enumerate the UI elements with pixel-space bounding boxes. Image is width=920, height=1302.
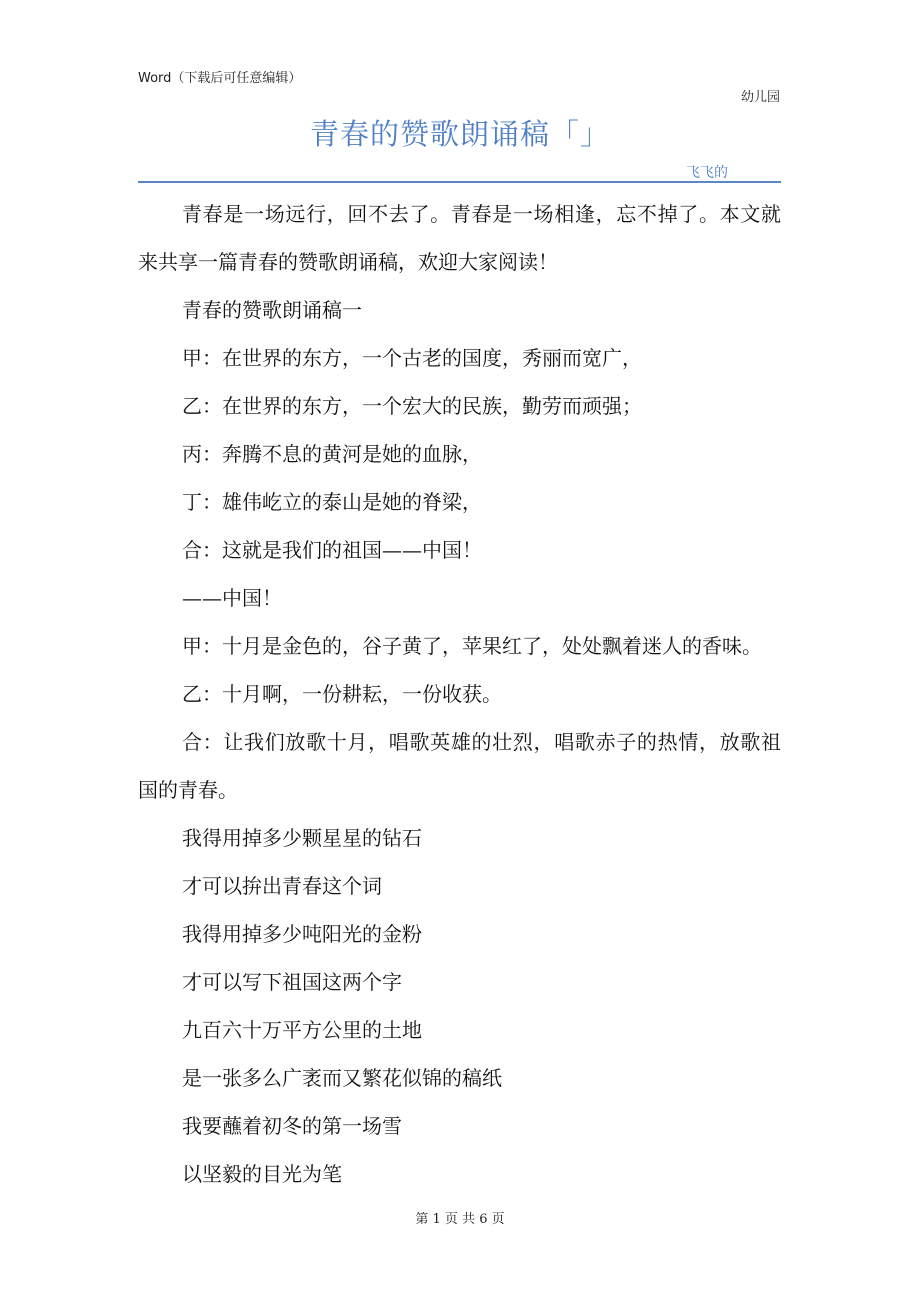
- page-number: 第 1 页 共 6 页: [415, 1212, 505, 1227]
- paragraph: 我得用掉多少吨阳光的金粉: [182, 922, 422, 946]
- paragraph: 合：让我们放歌十月，唱歌英雄的壮烈，唱歌赤子的热情，放歌祖国的青春。: [138, 730, 781, 802]
- paragraph: 我要蘸着初冬的第一场雪: [182, 1114, 402, 1138]
- paragraph: 丁：雄伟屹立的泰山是她的脊梁，: [182, 490, 482, 514]
- category-label: 幼儿园: [740, 90, 780, 105]
- download-note: Word（下载后可任意编辑）: [138, 71, 302, 86]
- paragraph: 九百六十万平方公里的土地: [182, 1018, 422, 1042]
- paragraph: 乙：在世界的东方，一个宏大的民族，勤劳而顽强；: [182, 394, 642, 418]
- paragraph: 甲：十月是金色的，谷子黄了，苹果红了，处处飘着迷人的香味。: [182, 634, 762, 658]
- document-body: [138, 190, 781, 1198]
- paragraph: 丙：奔腾不息的黄河是她的血脉，: [182, 442, 482, 466]
- paragraph: 青春是一场远行，回不去了。青春是一场相逢，忘不掉了。本文就来共享一篇青春的赞歌朗诵稿，欢迎大家阅读！: [138, 202, 781, 274]
- title-divider: [138, 181, 781, 183]
- paragraph: ——中国！: [182, 586, 282, 610]
- paragraph: 是一张多么广袤而又繁花似锦的稿纸: [182, 1066, 502, 1090]
- paragraph: 才可以写下祖国这两个字: [182, 970, 402, 994]
- paragraph: 甲：在世界的东方，一个古老的国度，秀丽而宽广，: [182, 346, 642, 370]
- document-title: 青春的赞歌朗诵稿「」: [309, 117, 610, 151]
- author-name: 飞飞的: [686, 165, 728, 181]
- paragraph: 青春的赞歌朗诵稿一: [182, 298, 362, 322]
- paragraph: 以坚毅的目光为笔: [182, 1162, 342, 1186]
- paragraph: 我得用掉多少颗星星的钻石: [182, 826, 422, 850]
- paragraph: 才可以拚出青春这个词: [182, 874, 382, 898]
- paragraph: 合：这就是我们的祖国——中国！: [182, 538, 482, 562]
- paragraph: 乙：十月啊，一份耕耘，一份收获。: [182, 682, 502, 706]
